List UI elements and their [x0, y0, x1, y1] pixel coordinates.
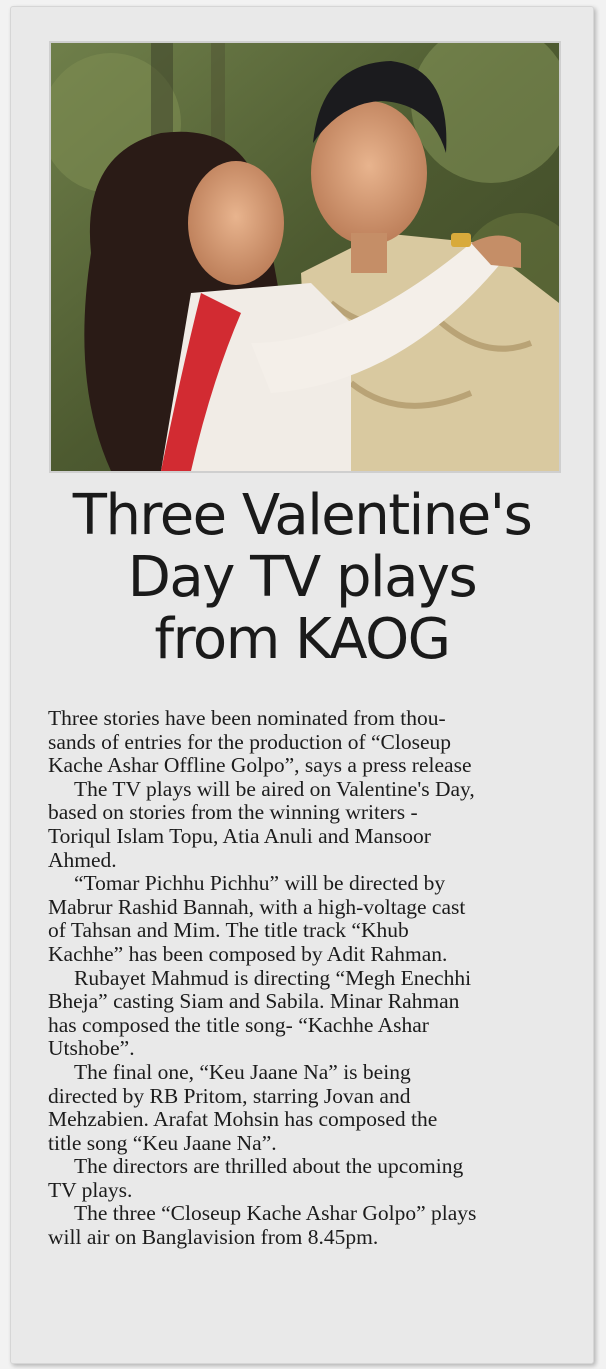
article-line: Utshobe”. [48, 1036, 135, 1061]
article-line: “Tomar Pichhu Pichhu” will be directed by [74, 871, 446, 896]
article-line: sands of entries for the production of “Closeup [48, 729, 452, 754]
article-line: Mehzabien. Arafat Mohsin has composed the [48, 1107, 438, 1132]
article-line: has composed the title song- “Kachhe Ashar [48, 1012, 429, 1037]
headline-line-3: from KAOG [154, 607, 450, 672]
article-line: Kachhe” has been composed by Adit Rahman. [48, 941, 448, 966]
article-line: will air on Banglavision from 8.45pm. [48, 1225, 379, 1250]
article-line: of Tahsan and Mim. The title track “Khub [48, 918, 409, 943]
article-photo [49, 41, 561, 473]
couple-photo-icon [51, 43, 559, 471]
article-line: Kache Ashar Offline Golpo”, says a press release [48, 753, 472, 778]
article-line: The three “Closeup Kache Ashar Golpo” plays [74, 1201, 477, 1226]
article-line: Rubayet Mahmud is directing “Megh Enechhi [74, 965, 472, 990]
article-line: Toriqul Islam Topu, Atia Anuli and Mansoor [48, 823, 431, 848]
article-line: TV plays. [48, 1177, 133, 1202]
article-line: title song “Keu Jaane Na”. [48, 1130, 277, 1155]
article-body [48, 707, 584, 1250]
article-line: The TV plays will be aired on Valentine's Day, [74, 776, 475, 801]
newspaper-clipping [10, 6, 594, 1364]
article-line: Mabrur Rashid Bannah, with a high-voltage cast [48, 894, 466, 919]
headline-line-1: Three Valentine's [72, 483, 532, 548]
article-line: based on stories from the winning writers - [48, 800, 418, 825]
article-line: Ahmed. [48, 847, 117, 872]
article-line: Three stories have been nominated from thou- [48, 706, 446, 730]
article-line: directed by RB Pritom, starring Jovan and [48, 1083, 411, 1108]
article-line: The directors are thrilled about the upcoming [74, 1154, 464, 1179]
article-line: The final one, “Keu Jaane Na” is being [74, 1059, 411, 1084]
headline-line-2: Day TV plays [127, 545, 477, 610]
headline [11, 485, 593, 671]
article-line: Bheja” casting Siam and Sabila. Minar Rahman [48, 989, 460, 1014]
